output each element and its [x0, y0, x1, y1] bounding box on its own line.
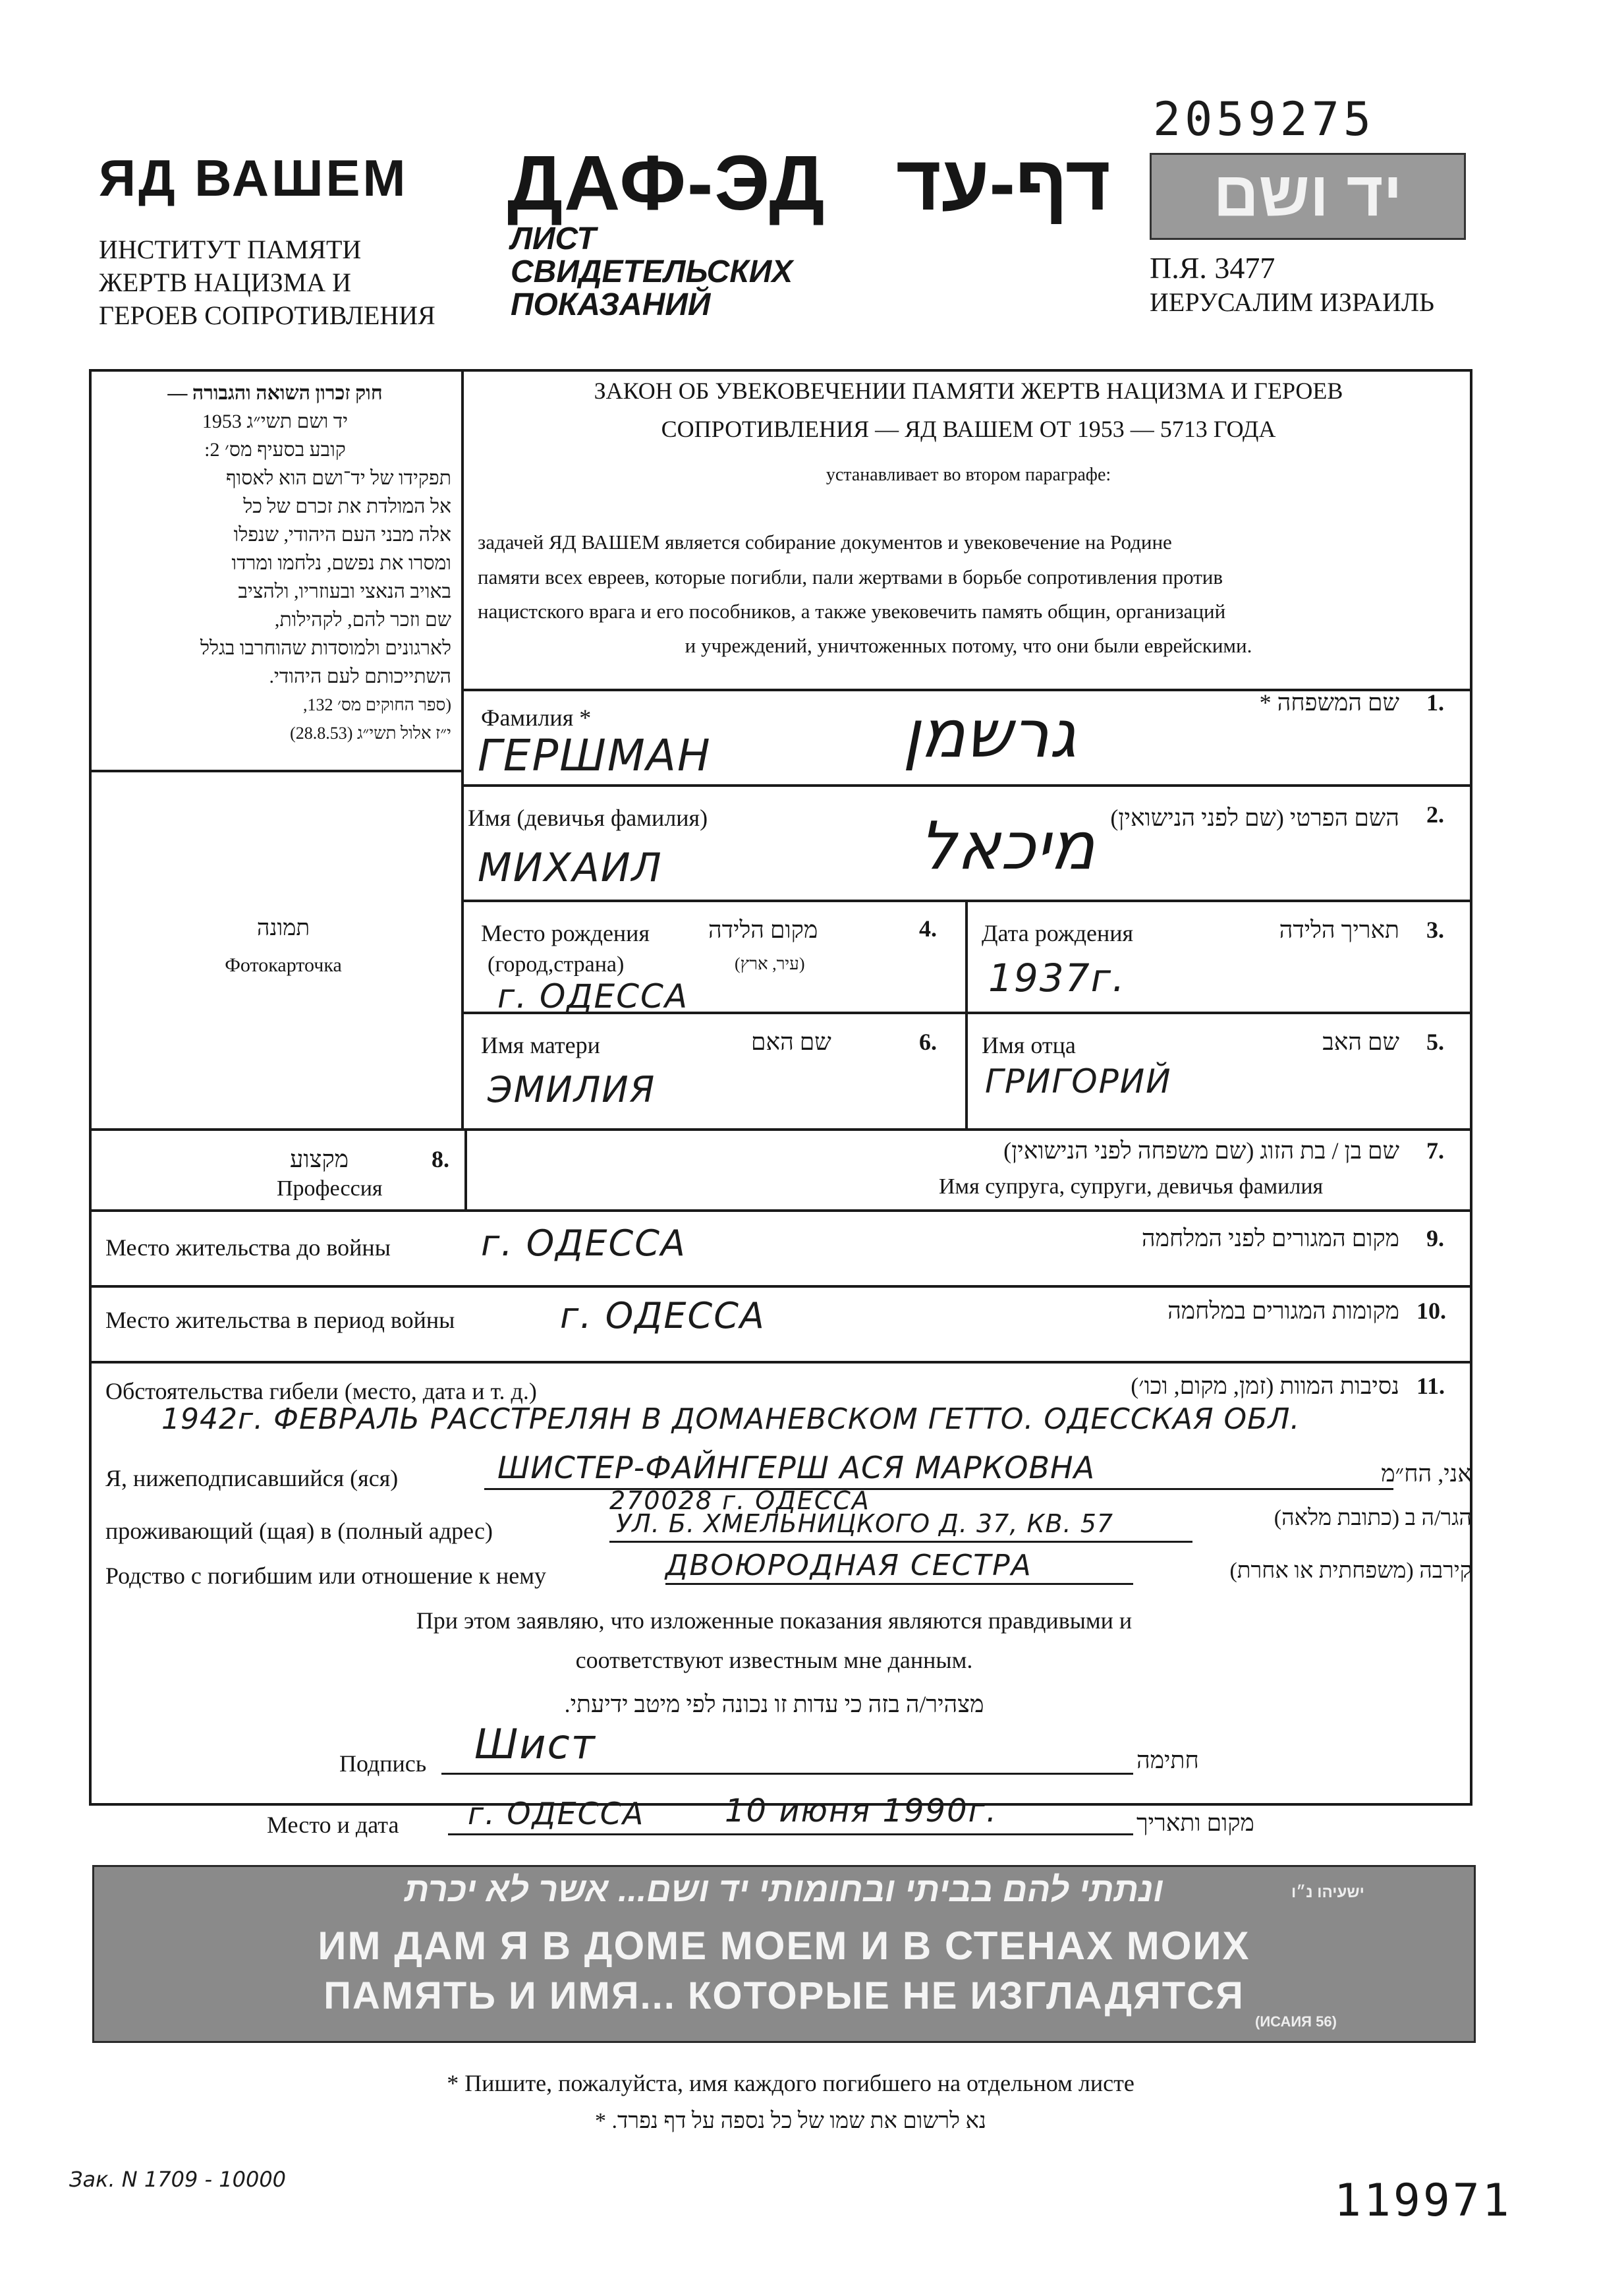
banner-ru-line-2: ПАМЯТЬ И ИМЯ... КОТОРЫЕ НЕ ИЗГЛАДЯТСЯ — [323, 1974, 1245, 2017]
law-hebrew-line: השתייכותם לעם היהודי. — [269, 666, 451, 687]
f8-number: 8. — [432, 1146, 449, 1172]
law-hebrew-line: ומסרו את נפשם, נלחמו ומרדו — [231, 552, 451, 574]
law-body-line-2: памяти всех евреев, которые погибли, пали жертвами в борьбе сопротивления против — [478, 565, 1223, 588]
law-hebrew-line: שם וזכר להם, לקהילות, — [274, 609, 451, 631]
declaration-line-2: соответствуют известным мне данным. — [575, 1647, 973, 1673]
divider-under-f10 — [89, 1361, 1472, 1363]
law-body-line-4: и учреждений, уничтоженных потому, что они были еврейскими. — [685, 634, 1252, 657]
f2-value-ru[interactable]: МИХАИЛ — [478, 845, 663, 891]
witness-address-line-2[interactable]: УЛ. Б. ХМЕЛЬНИЦКОГО Д. 37, КВ. 57 — [616, 1509, 1114, 1538]
daf-ed-title: ДАФ-ЭД — [507, 140, 826, 227]
po-box: П.Я. 3477 — [1150, 251, 1275, 285]
law-subtitle: устанавливает во втором параграфе: — [826, 465, 1111, 485]
divider-f3-f4 — [965, 900, 968, 1130]
law-hebrew-line: (ספר החוקים מס׳ 132, — [303, 695, 451, 714]
f2-label-heb: השם הפרטי (שם לפני הנישואין) — [1110, 805, 1399, 831]
f9-label-ru: Место жительства до войны — [105, 1234, 391, 1261]
law-title-line-2: СОПРОТИВЛЕНИЯ — ЯД ВАШЕМ ОТ 1953 — 5713 ГОДА — [661, 416, 1276, 442]
f11-number: 11. — [1416, 1373, 1445, 1399]
yad-vashem-logo-text: יד ושם — [1213, 159, 1403, 229]
f4-label-ru: Место рождения — [481, 920, 650, 946]
f11-label-ru: Обстоятельства гибели (место, дата и т. д.) — [105, 1378, 537, 1404]
list-title-line-1: ЛИСТ — [511, 221, 596, 256]
footer-note-ru: * Пишите, пожалуйста, имя каждого погибшего на отдельном листе — [447, 2070, 1135, 2096]
f8-label-heb: מקצוע — [290, 1146, 349, 1172]
archive-number: 119971 — [1334, 2175, 1512, 2227]
f5-label-ru: Имя отца — [982, 1032, 1076, 1058]
f5-label-heb: שם האב — [1322, 1029, 1399, 1055]
f6-label-heb: שם האם — [751, 1029, 831, 1055]
f4-label-heb: מקום הלידה — [708, 917, 818, 943]
photo-label-ru: Фотокарточка — [225, 954, 342, 976]
place-date-label-heb: מקום ותאריך — [1136, 1810, 1254, 1836]
f10-label-ru: Место жительства в период войны — [105, 1307, 455, 1333]
photo-label-heb: תמונה — [256, 916, 310, 940]
place-date-line — [448, 1833, 1133, 1835]
declaration-line-1: При этом заявляю, что изложенные показания являются правдивыми и — [416, 1607, 1133, 1634]
divider-under-f7 — [89, 1209, 1472, 1212]
institute-line-3: ГЕРОЕВ СОПРОТИВЛЕНИЯ — [99, 301, 435, 330]
f2-label-ru: Имя (девичья фамилия) — [468, 805, 708, 831]
f9-value[interactable]: г. ОДЕССА — [481, 1222, 686, 1264]
f3-value[interactable]: 1937г. — [988, 956, 1126, 1000]
banner-ru-ref: (ИСАИЯ 56) — [1255, 2013, 1337, 2030]
f4-value[interactable]: г. ОДЕССА — [497, 977, 689, 1016]
witness-name-label-heb: אני, הח״מ — [1381, 1460, 1472, 1487]
f3-label-heb: תאריך הלידה — [1279, 917, 1399, 943]
signature-label-ru: Подпись — [339, 1750, 427, 1777]
divider-under-f9 — [89, 1285, 1472, 1288]
law-hebrew-line: לארגונים ולמוסדות שהוחרבו בגלל — [200, 637, 451, 659]
witness-name-label-ru: Я, нижеподписавшийся (яся) — [105, 1465, 399, 1491]
divider-f7-f8 — [464, 1128, 467, 1211]
law-body-line-3: нацистского врага и его пособников, а также увековечить память общин, организаций — [478, 600, 1226, 623]
stamp-number: 2059275 — [1153, 92, 1376, 146]
f7-label-ru: Имя супруга, супруги, девичья фамилия — [939, 1174, 1324, 1199]
f9-label-heb: מקום המגורים לפני המלחמה — [1141, 1225, 1399, 1251]
f1-value-heb[interactable]: גרשמן — [903, 695, 1077, 772]
f5-value[interactable]: ГРИГОРИЙ — [985, 1062, 1172, 1101]
witness-relation-value[interactable]: ДВОЮРОДНАЯ СЕСТРА — [665, 1549, 1032, 1582]
list-title-line-3: ПОКАЗАНИЙ — [511, 287, 711, 322]
f4-label-heb-sub: (עיר, ארץ) — [735, 954, 805, 973]
f10-number: 10. — [1416, 1298, 1446, 1324]
law-hebrew-line: אלה מבני העם היהודי, שנפלו — [233, 524, 451, 546]
divider-law-column — [461, 369, 464, 1130]
f1-label-heb: שם המשפחה * — [1259, 689, 1399, 716]
law-title-line-1: ЗАКОН ОБ УВЕКОВЕЧЕНИИ ПАМЯТИ ЖЕРТВ НАЦИЗМА И ГЕРОЕВ — [594, 378, 1343, 404]
law-hebrew-line: חוק זכרון השואה והגבורה — — [167, 382, 383, 404]
banner-heb-ref: ישעיהו נ״ו — [1291, 1883, 1364, 1901]
yad-vashem-title-ru: ЯД ВАШЕМ — [99, 149, 408, 207]
witness-address-label-heb: הגר/ה ב (כתובת מלאה) — [1274, 1506, 1472, 1530]
witness-address-label-ru: проживающий (щая) в (полный адрес) — [105, 1518, 493, 1544]
signature-value[interactable]: Шист — [474, 1720, 596, 1768]
daf-ed-title-heb: דף-עד — [896, 140, 1111, 227]
institute-line-1: ИНСТИТУТ ПАМЯТИ — [99, 235, 362, 264]
f4-number: 4. — [919, 915, 937, 942]
f2-value-heb[interactable]: מיכאל — [919, 807, 1095, 884]
witness-address-line — [609, 1541, 1192, 1543]
f11-value[interactable]: 1942г. ФЕВРАЛЬ РАССТРЕЛЯН В ДОМАНЕВСКОМ ГЕТТО. ОДЕССКАЯ ОБЛ. — [161, 1402, 1301, 1436]
f7-label-heb: שם בן / בת הזוג (שם משפחה לפני הנישואין) — [1003, 1137, 1399, 1164]
law-hebrew-line: קובע בסעיף מס׳ 2: — [204, 439, 346, 461]
f5-number: 5. — [1426, 1029, 1444, 1055]
divider-under-law-heb — [89, 770, 463, 772]
divider-under-f1 — [461, 784, 1472, 787]
f6-value[interactable]: ЭМИЛИЯ — [488, 1069, 656, 1110]
law-hebrew-line: יד ושם תשי״ג 1953 — [202, 411, 349, 432]
law-hebrew-line: תפקידו של יד־ושם הוא לאסוף — [226, 467, 451, 489]
signature-line — [441, 1773, 1133, 1775]
f8-label-ru: Профессия — [277, 1176, 383, 1201]
divider-under-f5 — [89, 1128, 1472, 1131]
f1-value-ru[interactable]: ГЕРШМАН — [478, 730, 712, 781]
signature-label-heb: חתימה — [1136, 1747, 1199, 1773]
f1-number: 1. — [1426, 689, 1444, 716]
f9-number: 9. — [1426, 1225, 1444, 1251]
list-title-line-2: СВИДЕТЕЛЬСКИХ — [511, 254, 793, 289]
f11-label-heb: נסיבות המוות (זמן, מקום, וכו׳) — [1131, 1373, 1399, 1399]
f3-number: 3. — [1426, 917, 1444, 943]
date-value[interactable]: 10 июня 1990г. — [725, 1793, 998, 1829]
f4-label-ru-sub: (город,страна) — [488, 952, 625, 977]
f10-label-heb: מקומות המגורים במלחמה — [1167, 1298, 1399, 1324]
law-hebrew-line: אל המולדת את זכרם של כל — [243, 496, 451, 517]
order-note: Зак. N 1709 - 10000 — [69, 2167, 287, 2192]
institute-line-2: ЖЕРТВ НАЦИЗМА И — [99, 268, 352, 297]
witness-name-value[interactable]: ШИСТЕР-ФАЙНГЕРШ АСЯ МАРКОВНА — [497, 1450, 1096, 1485]
witness-relation-line — [665, 1583, 1133, 1585]
place-value[interactable]: г. ОДЕССА — [468, 1796, 645, 1831]
f1-label-ru: Фамилия * — [481, 704, 592, 731]
f6-number: 6. — [919, 1029, 937, 1055]
law-hebrew-line: י״ז אלול תשי״ג (28.8.53) — [290, 724, 451, 743]
city-country: ИЕРУСАЛИМ ИЗРАИЛЬ — [1150, 287, 1434, 317]
law-hebrew-text — [99, 379, 451, 747]
law-body-line-1: задачей ЯД ВАШЕМ является собирание документов и увековечение на Родине — [478, 531, 1172, 554]
witness-relation-label-ru: Родство с погибшим или отношение к нему — [105, 1563, 546, 1589]
witness-address-line-1[interactable]: 270028 г. ОДЕССА — [609, 1486, 870, 1515]
f6-label-ru: Имя матери — [481, 1032, 600, 1058]
witness-relation-label-heb: קירבה (משפחתית או אחרת) — [1229, 1559, 1472, 1583]
footer-note-heb: נא לרשום את שמו של כל נספה על דף נפרד. * — [595, 2109, 986, 2133]
f7-number: 7. — [1426, 1137, 1444, 1164]
law-hebrew-line: באויב הנאצי ובעוזריו, ולהציב — [238, 581, 451, 602]
f3-label-ru: Дата рождения — [982, 920, 1134, 946]
place-date-label-ru: Место и дата — [267, 1812, 399, 1838]
banner-heb: ונתתי להם בביתי ובחומותי יד ושם... אשר לא יכרת — [404, 1871, 1164, 1909]
declaration-heb: מצהיר/ה בזה כי עדות זו נכונה לפי מיטב ידיעתי. — [564, 1691, 984, 1717]
banner-ru-line-1: ИМ ДАМ Я В ДОМЕ МОЕМ И В СТЕНАХ МОИХ — [318, 1924, 1250, 1968]
f10-value[interactable]: г. ОДЕССА — [560, 1295, 766, 1336]
f2-number: 2. — [1426, 801, 1444, 828]
